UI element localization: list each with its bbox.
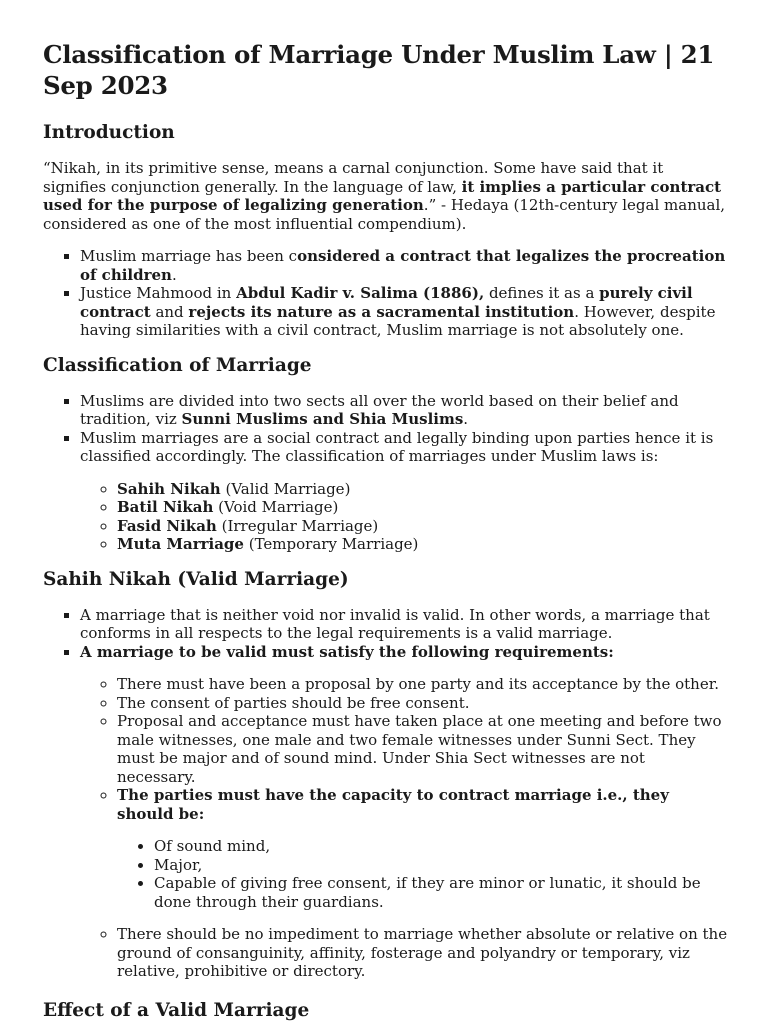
page-title: Classification of Marriage Under Muslim Law | 21 Sep 2023 <box>43 40 715 100</box>
requirement-item: ◦ Proposal and acceptance must have taken place at one meeting and before two male witnesses, one male and two female witnesses under Sunni Sect. They must be major and of sound mind. Under Shia Sect witnesses are not necessary. <box>117 712 728 786</box>
classification-list <box>43 392 728 554</box>
capacity-list <box>117 837 728 911</box>
section-heading-effect: Effect of a Valid Marriage <box>43 999 310 1021</box>
section-heading-introduction: Introduction <box>43 122 175 144</box>
capacity-item: • Major, <box>154 856 728 875</box>
requirements-list <box>80 675 728 981</box>
marriage-type-item: ◦ Muta Marriage (Temporary Marriage) <box>117 535 728 554</box>
list-item: ▪ A marriage to be valid must satisfy the following requirements: ◦ There must have been a proposal by one party and its acceptance by the other. ◦ The consent of parties should be free consent. ◦ Proposal and acceptance must have taken place at one meeting and before two male witnesses, one male and two female witnesses under Sunni Sect. They must be major and of sound mind. Under Shia Sect witnesses are not necessary. ◦ The parties must have the capacity to contract marriage i.e., they should be: • Of sound mind, • Major, • Capable of giving free consent, if they are minor or lunatic, it should be done through their guardians. ◦ There should be no impediment to marriage whether absolute or relative on the ground of consanguinity, affinity, fosterage and polyandry or temporary, viz relative, prohibitive or directory. <box>80 643 728 981</box>
list-item: ▪ Muslim marriages are a social contract and legally binding upon parties hence it is classified accordingly. The classification of marriages under Muslim laws is: ◦ Sahih Nikah (Valid Marriage) ◦ Batil Nikah (Void Marriage) ◦ Fasid Nikah (Irregular Marriage) ◦ Muta Marriage (Temporary Marriage) <box>80 429 728 554</box>
section-heading-classification: Classification of Marriage <box>43 354 312 376</box>
requirement-item: ◦ There should be no impediment to marriage whether absolute or relative on the ground of consanguinity, affinity, fosterage and polyandry or temporary, viz relative, prohibitive or directory. <box>117 925 728 981</box>
requirement-item: ◦ The consent of parties should be free consent. <box>117 694 728 713</box>
list-item: ▪ Muslims are divided into two sects all over the world based on their belief and tradition, viz Sunni Muslims and Shia Muslims. <box>80 392 728 429</box>
list-item: ▪ A marriage that is neither void nor invalid is valid. In other words, a marriage that conforms in all respects to the legal requirements is a valid marriage. <box>80 606 728 643</box>
list-item: ▪ Justice Mahmood in Abdul Kadir v. Salima (1886), defines it as a purely civil contract and rejects its nature as a sacramental institution. However, despite having similarities with a civil contract, Muslim marriage is not absolutely one. <box>80 284 728 340</box>
marriage-type-item: ◦ Batil Nikah (Void Marriage) <box>117 498 728 517</box>
marriage-type-item: ◦ Fasid Nikah (Irregular Marriage) <box>117 517 728 536</box>
intro-quote: “Nikah, in its primitive sense, means a carnal conjunction. Some have said that it signifies conjunction generally. In the language of law, it implies a particular contract used for the purpose of legalizing generation.” - Hedaya (12th-century legal manual, considered as one of the most influential compendium). <box>43 159 726 233</box>
section-heading-sahih-nikah: Sahih Nikah (Valid Marriage) <box>43 568 349 590</box>
intro-list <box>43 247 728 340</box>
sahih-list <box>43 606 728 981</box>
requirement-item: ◦ There must have been a proposal by one party and its acceptance by the other. <box>117 675 728 694</box>
capacity-item: • Of sound mind, <box>154 837 728 856</box>
capacity-item: • Capable of giving free consent, if they are minor or lunatic, it should be done through their guardians. <box>154 874 728 911</box>
list-item: ▪ Muslim marriage has been considered a contract that legalizes the procreation of children. <box>80 247 728 284</box>
requirement-item: ◦ The parties must have the capacity to contract marriage i.e., they should be: • Of sound mind, • Major, • Capable of giving free consent, if they are minor or lunatic, it should be done through their guardians. <box>117 786 728 911</box>
marriage-types-list <box>80 480 728 554</box>
marriage-type-item: ◦ Sahih Nikah (Valid Marriage) <box>117 480 728 499</box>
